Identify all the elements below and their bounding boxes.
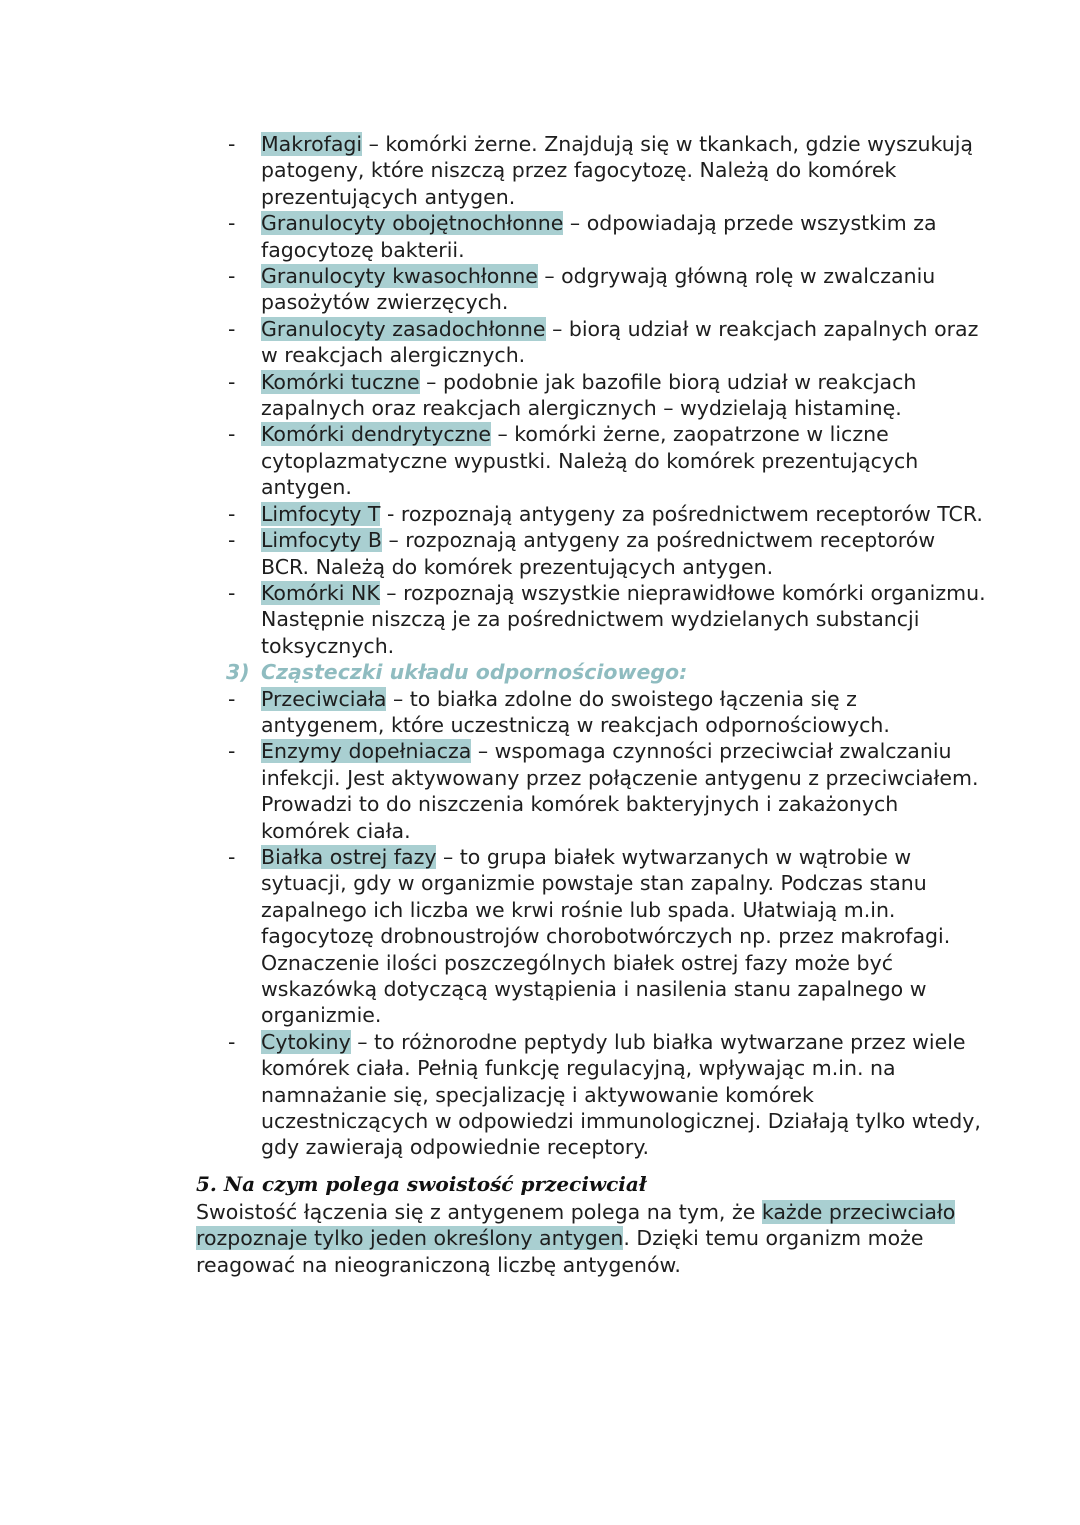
bullet-dash: - — [228, 264, 236, 289]
bullet-dash: - — [228, 1029, 236, 1054]
highlighted-term: Granulocyty obojętnochłonne — [261, 211, 564, 236]
highlighted-term: Limfocyty B — [261, 528, 382, 553]
list-item — [196, 527, 986, 580]
highlighted-term: Białka ostrej fazy — [261, 844, 437, 869]
bullet-dash: - — [228, 132, 236, 156]
notes-content — [196, 131, 986, 1278]
bullet-dash: - — [228, 422, 236, 447]
bullet-dash: - — [228, 739, 236, 764]
bullet-dash: - — [228, 686, 236, 711]
list-item — [196, 1029, 986, 1161]
bullet-dash: - — [228, 580, 236, 605]
answer-text-end: . Dzięki temu organizm może reagować na nieograniczoną liczbę antygenów. — [196, 1226, 924, 1277]
bullet-dash: - — [228, 528, 236, 553]
list-item — [196, 501, 986, 527]
list-item — [196, 421, 986, 500]
highlighted-term: Przeciwciała — [261, 686, 387, 711]
term-description: – komórki żerne. Znajdują się w tkankach, gdzie wyszukują patogeny, które niszczą przez fagocytozę. Należą do komórek prezentujących antygen. — [261, 132, 973, 209]
term-description: – rozpoznają antygeny za pośrednictwem receptorów BCR. Należą do komórek prezentujących antygen. — [261, 528, 936, 579]
list-item — [196, 738, 986, 844]
highlighted-term: Komórki NK — [261, 580, 380, 605]
term-description: – to białka zdolne do swoistego łączenia się z antygenem, które uczestniczą w reakcjach odpornościowych. — [261, 686, 890, 737]
bullet-dash: - — [228, 211, 236, 236]
highlighted-term: Komórki dendrytyczne — [261, 422, 491, 447]
highlighted-term: Makrofagi — [261, 132, 363, 156]
list-item — [196, 369, 986, 422]
molecules-list — [196, 686, 986, 1161]
term-description: – biorą udział w reakcjach zapalnych oraz w reakcjach alergicznych. — [261, 316, 979, 368]
term-description: - rozpoznają antygeny za pośrednictwem receptorów TCR. — [380, 501, 983, 526]
list-item — [196, 316, 986, 369]
highlighted-term: Cytokiny — [261, 1029, 351, 1054]
section-heading — [196, 659, 986, 685]
answer-paragraph — [196, 1199, 986, 1278]
highlighted-term: Limfocyty T — [261, 501, 381, 526]
highlighted-term: Komórki tuczne — [261, 369, 420, 394]
highlighted-term: Granulocyty zasadochłonne — [261, 316, 546, 341]
term-description: – odgrywają główną rolę w zwalczaniu pasożytów zwierzęcych. — [261, 264, 936, 315]
section-number: 3) — [226, 660, 250, 685]
bullet-dash: - — [228, 316, 236, 341]
bullet-dash: - — [228, 501, 236, 526]
list-item — [196, 210, 986, 263]
term-description: – rozpoznają wszystkie nieprawidłowe komórki organizmu. Następnie niszczą je za pośrednictwem wydzielanych substancji toksycznych. — [261, 580, 986, 658]
cells-list — [196, 131, 986, 659]
term-description: – to grupa białek wytwarzanych w wątrobie w sytuacji, gdy w organizmie powstaje stan zapalny. Podczas stanu zapalnego ich liczba we krwi rośnie lub spada. Ułatwiają m.in. fagocytozę drobnoustrojów chorobotwórczych np. przez makrofagi. Oznaczenie ilości poszczególnych białek ostrej fazy może być wskazówką dotyczącą wystąpienia i nasilenia stanu zapalnego w organizmie. — [261, 844, 951, 1028]
term-description: – odpowiadają przede wszystkim za fagocytozę bakterii. — [261, 211, 937, 262]
list-item — [196, 844, 986, 1029]
term-description: – komórki żerne, zaopatrzone w liczne cytoplazmatyczne wypustki. Należą do komórek prezentujących antygen. — [261, 422, 919, 500]
list-item — [196, 686, 986, 739]
term-description: – podobnie jak bazofile biorą udział w reakcjach zapalnych oraz reakcjach alergicznych – wydzielają histaminę. — [261, 369, 917, 421]
list-item — [196, 580, 986, 659]
list-item — [196, 263, 986, 316]
list-item — [196, 131, 986, 210]
term-description: – to różnorodne peptydy lub białka wytwarzane przez wiele komórek ciała. Pełnią funkcję regulacyjną, wpływając m.in. na namnażanie się, specjalizację i aktywowanie komórek uczestniczących w odpowiedzi immunologicznej. Działają tylko wtedy, gdy zawierają odpowiednie receptory. — [261, 1029, 981, 1160]
answer-text: Swoistość łączenia się z antygenem polega na tym, że — [196, 1199, 762, 1224]
bullet-dash: - — [228, 369, 236, 394]
section-title: Cząsteczki układu odpornościowego: — [261, 660, 688, 685]
question-heading: 5. Na czym polega swoistość przeciwciał — [196, 1171, 647, 1196]
highlighted-term: Granulocyty kwasochłonne — [261, 264, 538, 289]
answer-highlight: każde przeciwciało rozpoznaje tylko jeden określony antygen — [196, 1199, 956, 1251]
term-description: – wspomaga czynności przeciwciał zwalczaniu infekcji. Jest aktywowany przez połączenie antygenu z przeciwciałem. Prowadzi to do niszczenia komórek bakteryjnych i zakażonych komórek ciała. — [261, 739, 979, 843]
highlighted-term: Enzymy dopełniacza — [261, 739, 472, 764]
bullet-dash: - — [228, 844, 236, 869]
